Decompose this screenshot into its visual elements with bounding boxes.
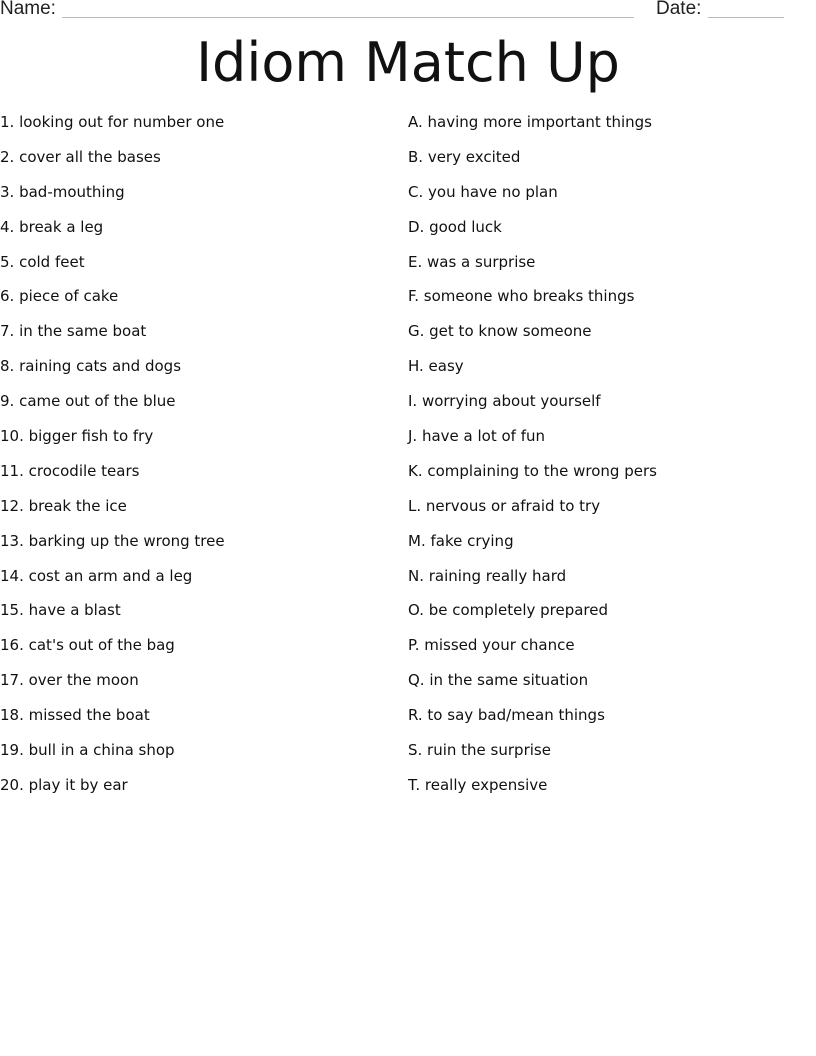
- meaning-item: Q. in the same situation: [408, 671, 589, 690]
- idiom-item: 10. bigger fish to fry: [0, 427, 154, 446]
- page-title: Idiom Match Up: [196, 31, 620, 94]
- meaning-item: E. was a surprise: [408, 252, 536, 271]
- meaning-item: I. worrying about yourself: [408, 392, 601, 411]
- meaning-item: B. very excited: [408, 147, 521, 166]
- idiom-item: 14. cost an arm and a leg: [0, 566, 193, 585]
- idiom-item: 18. missed the boat: [0, 706, 150, 725]
- idiom-item: 3. bad-mouthing: [0, 182, 125, 201]
- meaning-item: R. to say bad/mean things: [408, 706, 605, 725]
- meaning-item: A. having more important things: [408, 113, 652, 131]
- worksheet-header: [0, 0, 816, 22]
- idiom-item: 5. cold feet: [0, 252, 85, 271]
- idiom-item: 13. barking up the wrong tree: [0, 531, 225, 550]
- idiom-item: 17. over the moon: [0, 671, 139, 690]
- idiom-item: 2. cover all the bases: [0, 147, 161, 166]
- idiom-item: 7. in the same boat: [0, 322, 147, 341]
- idiom-item: 9. came out of the blue: [0, 392, 176, 411]
- meaning-item: F. someone who breaks things: [408, 287, 635, 306]
- meaning-item: D. good luck: [408, 217, 502, 236]
- meaning-item: O. be completely prepared: [408, 601, 609, 620]
- meaning-item: J. have a lot of fun: [408, 427, 546, 446]
- meaning-item: M. fake crying: [408, 531, 514, 550]
- meaning-list: [408, 108, 808, 806]
- idiom-item: 12. break the ice: [0, 496, 127, 515]
- date-blank-line: [708, 17, 784, 18]
- idiom-item: 1. looking out for number one: [0, 113, 225, 131]
- meaning-item: P. missed your chance: [408, 636, 575, 655]
- meaning-item: N. raining really hard: [408, 566, 567, 585]
- name-label: Name:: [0, 0, 56, 19]
- name-blank-line: [62, 17, 634, 18]
- meaning-item: C. you have no plan: [408, 182, 558, 201]
- idiom-item: 19. bull in a china shop: [0, 741, 175, 760]
- idiom-item: 11. crocodile tears: [0, 461, 140, 480]
- meaning-item: S. ruin the surprise: [408, 741, 551, 760]
- meaning-item: G. get to know someone: [408, 322, 592, 341]
- date-label: Date:: [656, 0, 702, 19]
- idiom-item: 16. cat's out of the bag: [0, 636, 175, 655]
- idiom-item: 4. break a leg: [0, 217, 104, 236]
- idiom-item: 6. piece of cake: [0, 287, 119, 306]
- meaning-item: H. easy: [408, 357, 464, 376]
- meaning-item: K. complaining to the wrong pers: [408, 461, 657, 480]
- meaning-item: T. really expensive: [408, 775, 548, 794]
- meaning-item: L. nervous or afraid to try: [408, 496, 601, 515]
- idiom-list: [0, 108, 400, 806]
- idiom-item: 15. have a blast: [0, 601, 121, 620]
- idiom-item: 8. raining cats and dogs: [0, 357, 182, 376]
- idiom-item: 20. play it by ear: [0, 775, 128, 794]
